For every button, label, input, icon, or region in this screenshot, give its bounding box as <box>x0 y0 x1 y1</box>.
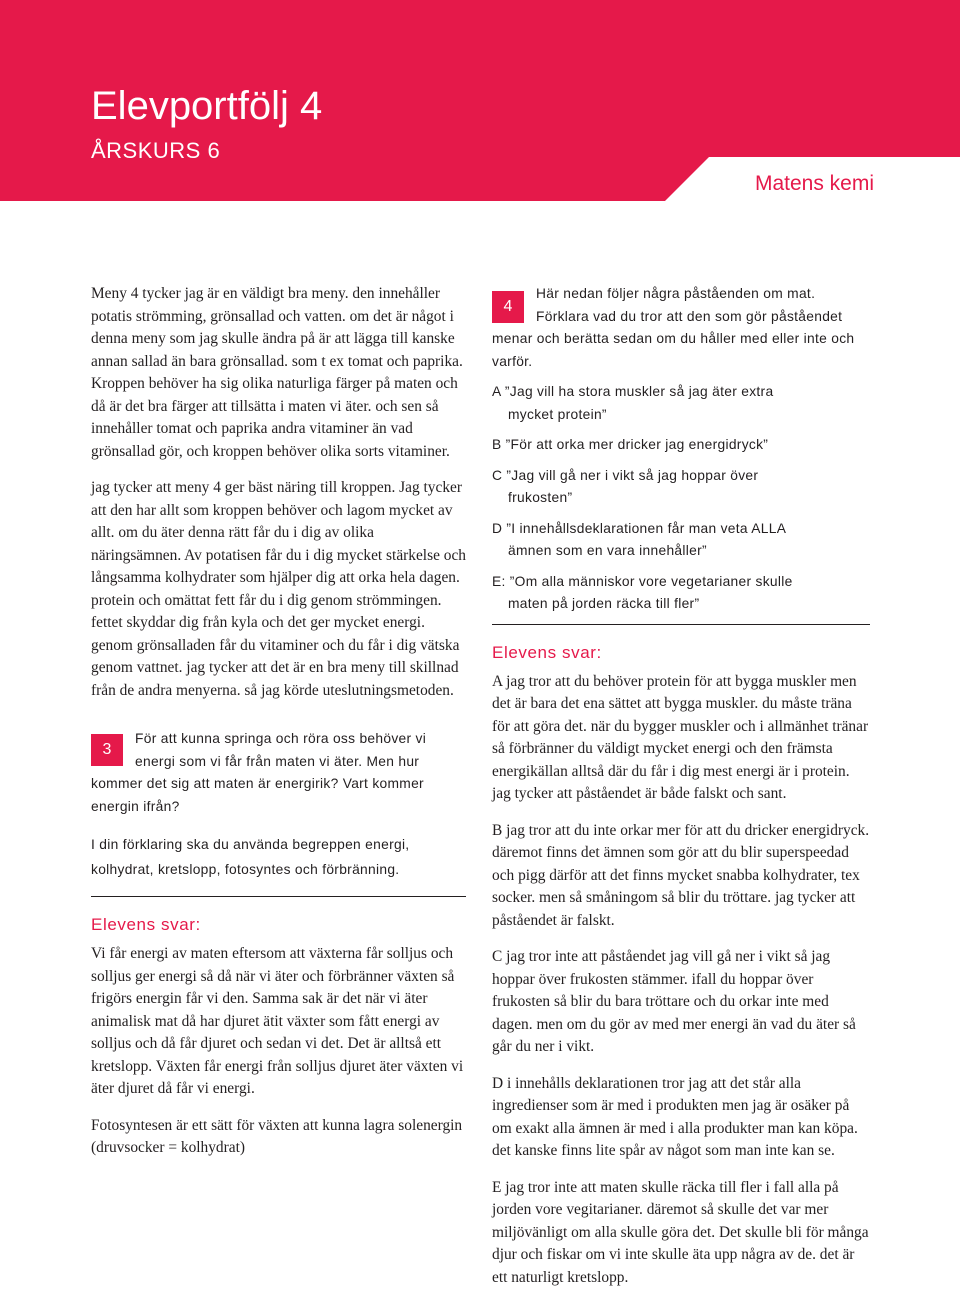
answer-paragraph: Fotosyntesen är ett sätt för växten att kunna lagra solenergin (druvsocker = kolhydrat) <box>91 1116 463 1156</box>
statement-a: A ”Jag vill ha stora muskler så jag äter extra mycket protein” <box>492 384 774 422</box>
question-text: För att kunna springa och röra oss behöver vi energi som vi får från maten vi äter. Men hur kommer det sig att maten är energirik? Vart kommer energin ifrån? <box>91 731 427 814</box>
question-4 <box>492 283 870 373</box>
right-column <box>492 283 870 1303</box>
answer-paragraph-d: D i innehålls deklarationen tror jag att det står alla ingredienser som är med i produkten men jag är osäker på om exakt alla ämnen är med i alla produkter man kan köpa. det kanske finns lite spår av något som man inte kan se. <box>492 1074 858 1159</box>
question-3 <box>91 728 466 882</box>
topic-label: Matens kemi <box>754 172 874 195</box>
question-number-badge: 3 <box>91 734 123 766</box>
statement-list <box>492 381 870 616</box>
divider <box>492 624 870 625</box>
answer-paragraph-e: E jag tror inte att maten skulle räcka till fler i fall alla på jorden vore vegitarianer. däremot så skulle det var mer miljövänligt om alla skulle göra det. Det skulle bli för många djur och fiskar om vi inte skulle äta upp några av de. det är ett naturligt kretslopp. <box>492 1178 869 1286</box>
answer-heading: Elevens svar: <box>91 915 201 934</box>
statement-e: E: ”Om alla människor vore vegetarianer skulle maten på jorden räcka till fler” <box>492 573 793 611</box>
question-instruction: I din förklaring ska du använda begreppen energi, kolhydrat, kretslopp, fotosyntes och förbränning. <box>91 837 410 877</box>
question-text: Här nedan följer några påståenden om mat. Förklara vad du tror att den som gör påståendet menar och berätta sedan om du håller med eller inte och varför. <box>492 286 855 369</box>
statement-d: D ”I innehållsdeklarationen får man veta ALLA ämnen som en vara innehåller” <box>492 520 787 558</box>
answer-paragraph-c: C jag tror inte att påståendet jag vill gå ner i vikt så jag hoppar över frukosten stämmer. ifall du hoppar över frukosten så blir du bara tröttare och du orkar inte med dagen. men om du gör av med mer energi än vad du äter så går du ner i vikt. <box>492 948 856 1055</box>
answer-heading: Elevens svar: <box>492 642 602 662</box>
intro-paragraph: Meny 4 tycker jag är en väldigt bra meny. den innehåller potatis strömming, grönsallad och vatten. om det är något i denna meny som jag skulle ändra på är att lägga till kanske annan sallad än bara grönsallad. som t ex tomat och paprika. Kroppen behöver ha sig olika naturliga färger på maten och då är det bra färger att tillsätta i maten vi äter. och sen så innehåller tomat och paprika andra vitaminer än vad grönsallad gör, och kroppen behöver olika sorts vitaminer. <box>91 285 463 460</box>
question-number-badge: 4 <box>492 291 524 323</box>
intro-paragraph: jag tycker att meny 4 ger bäst näring till kroppen. Jag tycker att den har allt som kroppen behöver och lagom mycket av allt. om du äter denna rätt får du i dig av olika näringsämnen. Av potatisen får du i dig mycket stärkelse och långsamma kolhydrater som hjälper dig att orka hela dagen. protein och omättat fett får du i dig genom strömmingen. fettet skyddar dig från kyla och det ger mycket energi. genom grönsalladen får du vitaminer och du får i dig vätska genom vattnet. jag tycker att det är en bra meny till skillnad från de andra menyerna. så jag körde uteslutningsmetoden. <box>91 479 466 699</box>
page-title: Elevportfölj 4 <box>91 84 323 128</box>
divider <box>91 896 466 897</box>
grade-label: ÅRSKURS 6 <box>91 138 221 163</box>
answer-paragraph-a: A jag tror att du behöver protein för att bygga muskler men det är bara det ena sättet att bygga muskler. du måste träna för att göra det. när du bygger muskler och i allmänhet tränar så förbränner du väldigt mycket energi och den främsta energikällan alltså där du får i dig mest energi är i protein. jag tycker att påståendet är både falskt och sant. <box>492 672 869 802</box>
statement-b: B ”För att orka mer dricker jag energidryck” <box>492 437 769 452</box>
answer-paragraph: Vi får energi av maten eftersom att växterna får solljus och solljus ger energi så då när vi äter och förbränner växten så frigörs energin får vi den. Samma sak är det när vi äter animalisk mat då har djuret ätit växter som fått energi av solljus och då får djuret och sedan vi det. Det är alltså ett kretslopp. Växten får energi från solljus djuret äter växten vi äter djuret då får vi energi. <box>91 945 464 1097</box>
left-column <box>91 283 466 1174</box>
answer-paragraph-b: B jag tror att du inte orkar mer för att du dricker energidryck. däremot finns det ämnen som gör att du blir superspeedad och pigg därför att det finns mycket snabba kolhydrater, tex socker. men så småningom så blir du tröttare. jag tycker att påståendet är falskt. <box>492 821 870 929</box>
statement-c: C ”Jag vill gå ner i vikt så jag hoppar över frukosten” <box>492 467 759 505</box>
